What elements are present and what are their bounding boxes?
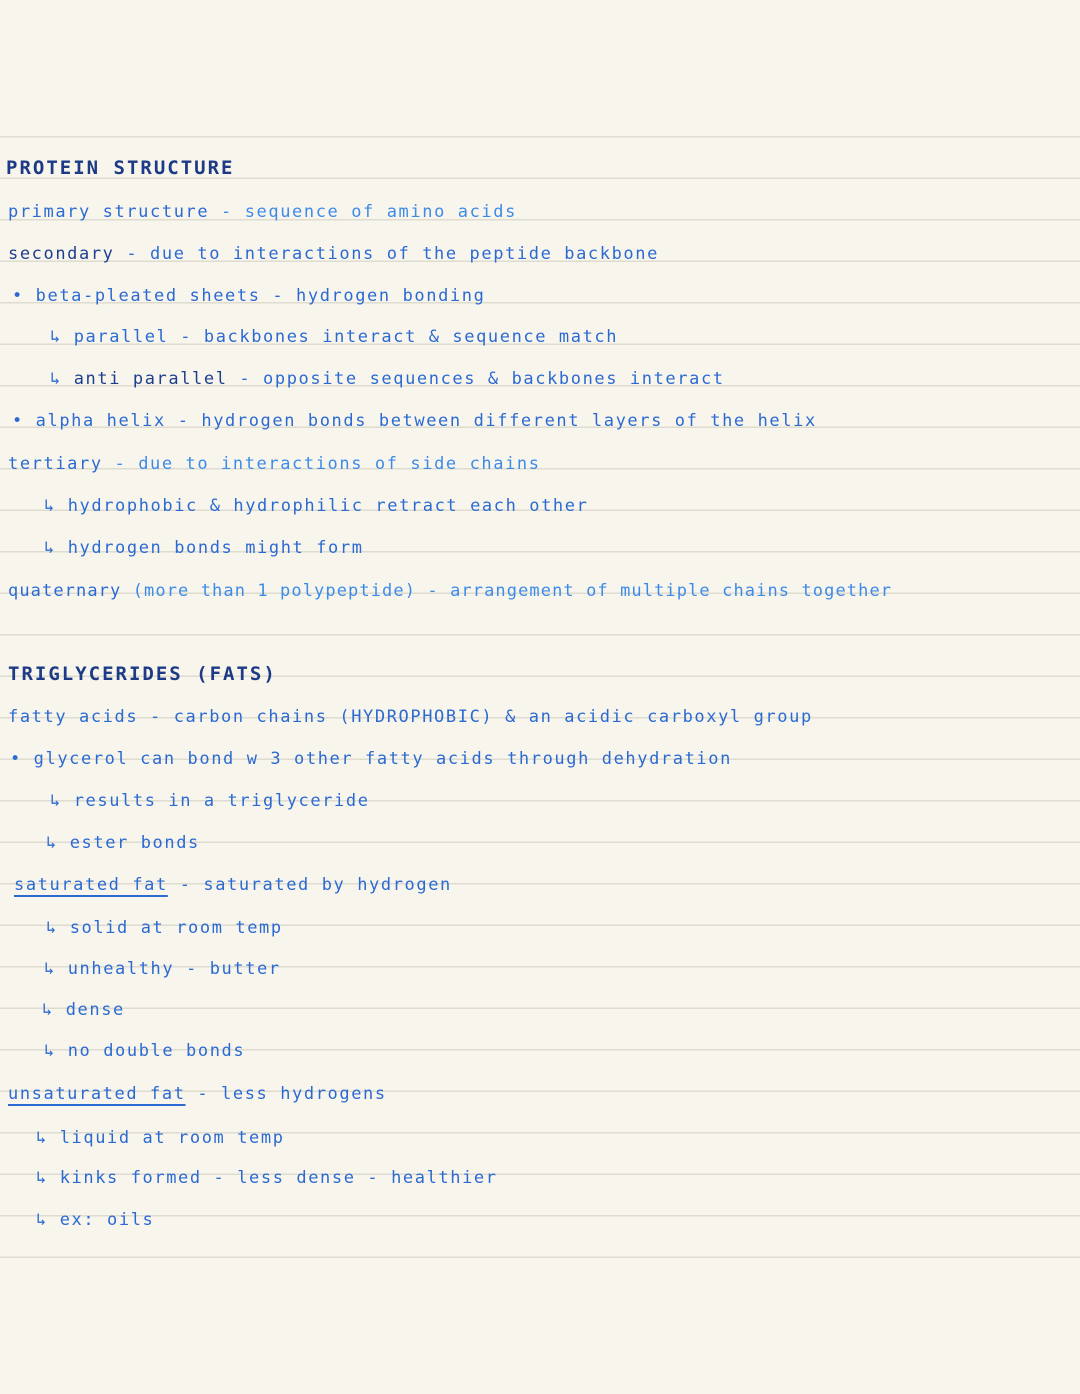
primary-rest: - sequence of amino acids — [209, 202, 517, 222]
unhealthy-text: unhealthy - butter — [67, 959, 281, 979]
antiparallel-rest: - opposite sequences & backbones interact — [227, 369, 725, 389]
parallel-term: parallel — [73, 327, 169, 347]
parallel-arrow: ↳ — [50, 327, 62, 347]
quaternary-rest: (more than 1 polypeptide) - arrangement of multiple chains together — [121, 581, 893, 601]
fatty-term: fatty acids — [8, 707, 139, 727]
kinks-text: kinks formed - less dense - healthier — [59, 1168, 498, 1188]
note-unhealthy — [44, 958, 281, 980]
solid-arrow: ↳ — [46, 918, 58, 938]
ester-arrow: ↳ — [46, 833, 58, 853]
note-dense — [42, 999, 125, 1021]
note-fatty — [8, 706, 813, 728]
oils-arrow: ↳ — [36, 1210, 48, 1230]
unhealthy-arrow: ↳ — [44, 959, 56, 979]
hbonds-arrow: ↳ — [44, 538, 56, 558]
quaternary-term: quaternary — [8, 581, 122, 601]
nodouble-arrow: ↳ — [44, 1041, 56, 1061]
note-quaternary — [8, 580, 892, 602]
note-hydrophobic — [44, 495, 588, 517]
note-parallel — [50, 326, 618, 348]
note-solid — [46, 917, 283, 939]
liquid-text: liquid at room temp — [59, 1128, 285, 1148]
unsaturated-rest: - less hydrogens — [185, 1084, 387, 1104]
unsaturated-term: unsaturated fat — [8, 1084, 186, 1104]
tertiary-term: tertiary — [8, 454, 103, 474]
note-beta — [12, 285, 485, 307]
oils-text: ex: oils — [59, 1210, 155, 1230]
note-liquid — [36, 1127, 285, 1149]
dense-text: dense — [65, 1000, 125, 1020]
saturated-rest: - saturated by hydrogen — [167, 875, 452, 895]
beta-term: • beta-pleated sheets — [12, 286, 261, 306]
kinks-arrow: ↳ — [36, 1168, 48, 1188]
note-kinks — [36, 1167, 498, 1189]
liquid-arrow: ↳ — [36, 1128, 48, 1148]
secondary-term: secondary — [8, 244, 115, 264]
alpha-rest: - hydrogen bonds between different layers of the helix — [165, 411, 817, 431]
saturated-term: saturated fat — [14, 875, 168, 895]
fats-heading: TRIGLYCERIDES (FATS) — [8, 663, 277, 685]
results-text: results in a triglyceride — [73, 791, 370, 811]
dense-arrow: ↳ — [42, 1000, 54, 1020]
secondary-rest: - due to interactions of the peptide backbone — [114, 244, 659, 264]
glycerol-text: • glycerol can bond w 3 other fatty acids through dehydration — [10, 749, 732, 769]
hbonds-text: hydrogen bonds might form — [67, 538, 364, 558]
alpha-term: • alpha helix — [12, 411, 166, 431]
nodouble-text: no double bonds — [67, 1041, 246, 1061]
fatty-rest: - carbon chains (HYDROPHOBIC) & an acidic carboxyl group — [138, 707, 813, 727]
note-oils — [36, 1209, 154, 1231]
note-unsaturated — [8, 1083, 387, 1105]
antiparallel-term: anti parallel — [73, 369, 228, 389]
antiparallel-arrow: ↳ — [50, 369, 62, 389]
note-results — [50, 790, 370, 812]
note-alpha — [12, 410, 817, 432]
note-tertiary — [8, 453, 541, 475]
note-saturated — [14, 874, 452, 896]
parallel-rest: - backbones interact & sequence match — [168, 327, 619, 347]
note-glycerol — [10, 748, 732, 770]
note-hbonds — [44, 537, 364, 559]
protein-heading: PROTEIN STRUCTURE — [6, 157, 235, 179]
note-primary — [8, 201, 517, 223]
hydrophobic-text: hydrophobic & hydrophilic retract each other — [67, 496, 589, 516]
primary-term: primary structure — [8, 202, 210, 222]
note-antiparallel — [50, 368, 725, 390]
beta-rest: - hydrogen bonding — [260, 286, 486, 306]
tertiary-rest: - due to interactions of side chains — [102, 454, 541, 474]
results-arrow: ↳ — [50, 791, 62, 811]
note-secondary — [8, 243, 659, 265]
solid-text: solid at room temp — [69, 918, 283, 938]
hydrophobic-arrow: ↳ — [44, 496, 56, 516]
ester-text: ester bonds — [69, 833, 200, 853]
note-ester — [46, 832, 200, 854]
note-nodouble — [44, 1040, 245, 1062]
